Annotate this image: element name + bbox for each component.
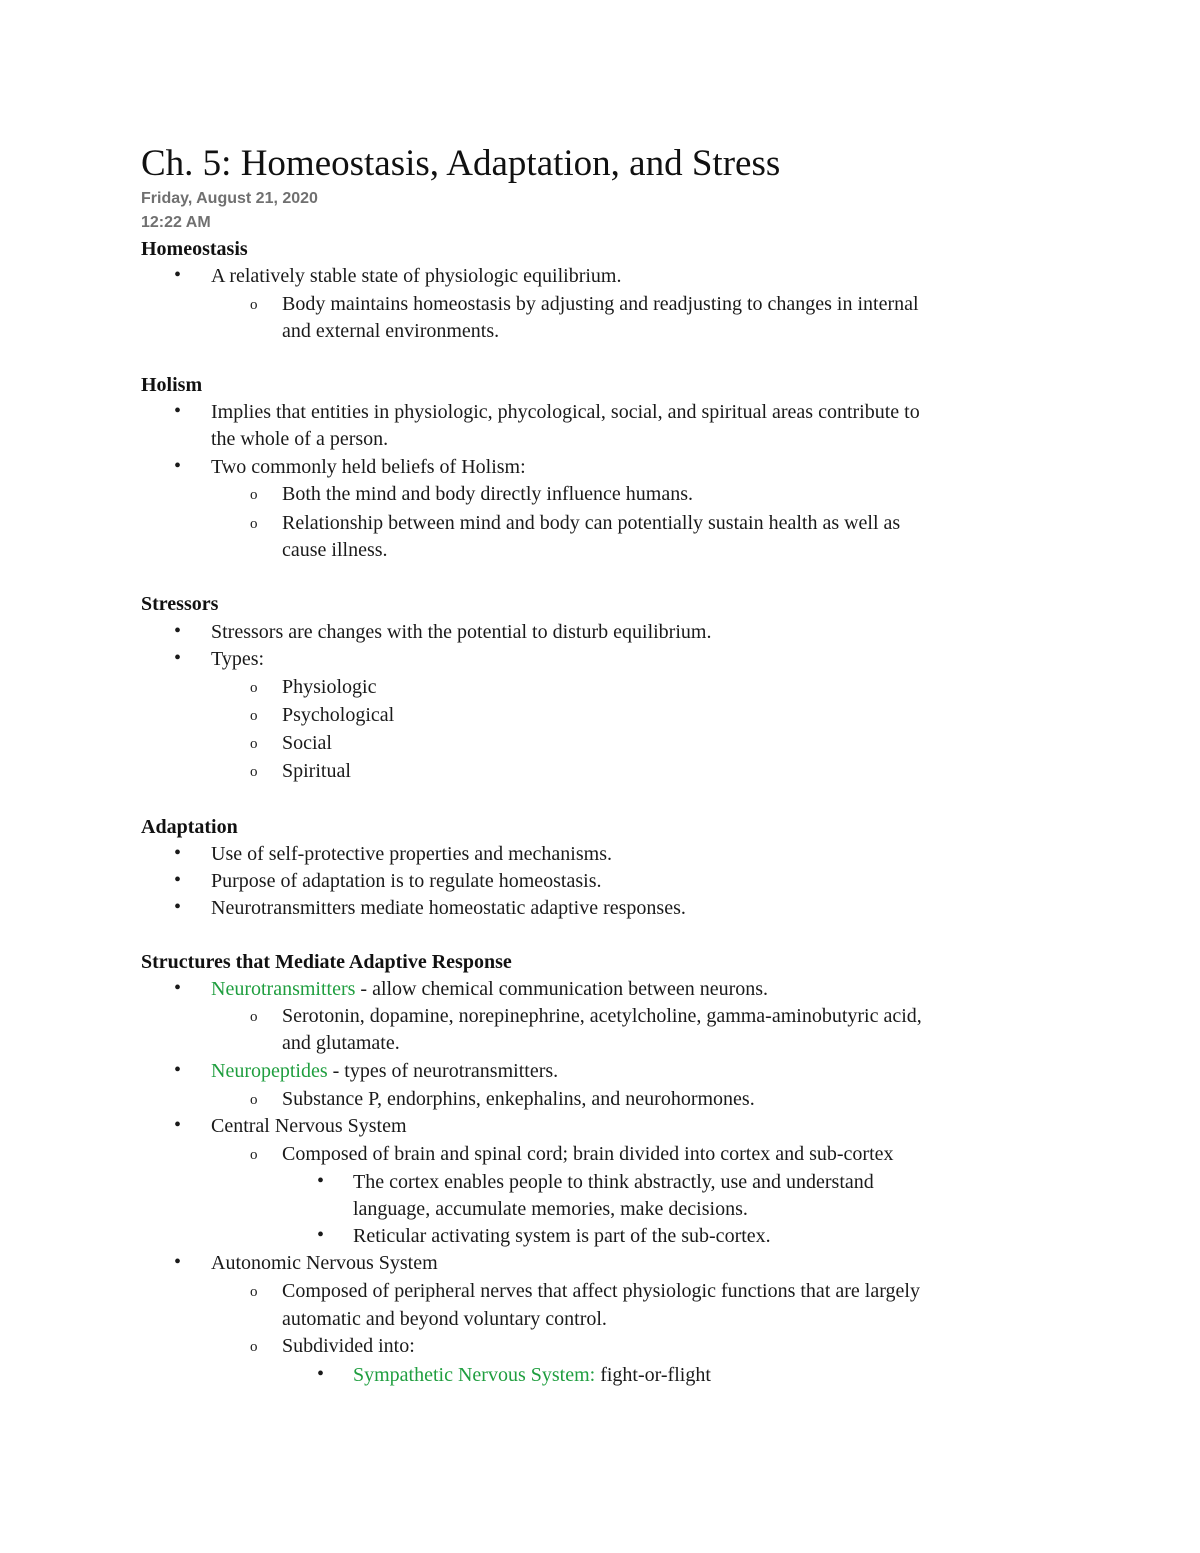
note-date: Friday, August 21, 2020 xyxy=(141,190,318,207)
heading-adaptation: Adaptation xyxy=(141,816,238,838)
list-item xyxy=(353,1362,711,1388)
list-item: Purpose of adaptation is to regulate homeostasis. xyxy=(211,870,602,892)
list-item-continuation: and glutamate. xyxy=(282,1032,400,1054)
bullet-icon: • xyxy=(174,455,182,477)
list-item: Relationship between mind and body can potentially sustain health as well as xyxy=(282,512,901,534)
bullet-icon: • xyxy=(174,869,182,891)
term-neurotransmitters: Neurotransmitters xyxy=(211,978,356,1000)
list-item: Use of self-protective properties and mechanisms. xyxy=(211,843,612,865)
bullet-icon: • xyxy=(174,1059,182,1081)
heading-stressors: Stressors xyxy=(141,593,219,615)
list-item: Subdivided into: xyxy=(282,1335,415,1357)
list-item: Neurotransmitters mediate homeostatic adaptive responses. xyxy=(211,897,686,919)
circle-bullet-icon: o xyxy=(250,516,258,532)
list-item: Two commonly held beliefs of Holism: xyxy=(211,456,526,478)
list-item: Implies that entities in physiologic, phycological, social, and spiritual areas contribute to xyxy=(211,401,920,423)
page-title: Ch. 5: Homeostasis, Adaptation, and Stress xyxy=(141,143,781,184)
circle-bullet-icon: o xyxy=(250,1092,258,1108)
circle-bullet-icon: o xyxy=(250,680,258,696)
bullet-icon: • xyxy=(174,264,182,286)
circle-bullet-icon: o xyxy=(250,708,258,724)
circle-bullet-icon: o xyxy=(250,764,258,780)
list-item: Types: xyxy=(211,648,265,670)
list-item-continuation: automatic and beyond voluntary control. xyxy=(282,1308,607,1330)
bullet-icon: • xyxy=(317,1170,325,1192)
bullet-icon: • xyxy=(174,620,182,642)
circle-bullet-icon: o xyxy=(250,297,258,313)
list-item: Both the mind and body directly influence humans. xyxy=(282,483,694,505)
heading-structures: Structures that Mediate Adaptive Response xyxy=(141,951,512,973)
bullet-icon: • xyxy=(174,842,182,864)
bullet-icon: • xyxy=(317,1363,325,1385)
bullet-icon: • xyxy=(174,977,182,999)
list-item: Body maintains homeostasis by adjusting and readjusting to changes in internal xyxy=(282,293,919,315)
term-neuropeptides: Neuropeptides xyxy=(211,1060,328,1082)
list-item-continuation: cause illness. xyxy=(282,539,388,561)
list-item: Composed of peripheral nerves that affect physiologic functions that are largely xyxy=(282,1280,920,1302)
list-item: The cortex enables people to think abstractly, use and understand xyxy=(353,1171,874,1193)
list-item-continuation: the whole of a person. xyxy=(211,428,389,450)
list-item-continuation: language, accumulate memories, make decisions. xyxy=(353,1198,748,1220)
bullet-icon: • xyxy=(174,1251,182,1273)
circle-bullet-icon: o xyxy=(250,1339,258,1355)
list-item-continuation: and external environments. xyxy=(282,320,500,342)
list-item: Stressors are changes with the potential to disturb equilibrium. xyxy=(211,621,712,643)
circle-bullet-icon: o xyxy=(250,1009,258,1025)
bullet-icon: • xyxy=(174,896,182,918)
list-item: Central Nervous System xyxy=(211,1115,407,1137)
list-item: Autonomic Nervous System xyxy=(211,1252,438,1274)
term-description: fight-or-flight xyxy=(595,1364,711,1386)
term-description: - allow chemical communication between neurons. xyxy=(355,978,769,1000)
list-item xyxy=(211,1058,558,1084)
list-item: Reticular activating system is part of the sub-cortex. xyxy=(353,1225,771,1247)
list-item: Social xyxy=(282,732,332,754)
bullet-icon: • xyxy=(174,400,182,422)
list-item: Serotonin, dopamine, norepinephrine, acetylcholine, gamma-aminobutyric acid, xyxy=(282,1005,922,1027)
circle-bullet-icon: o xyxy=(250,736,258,752)
list-item: Psychological xyxy=(282,704,395,726)
term-sympathetic-nervous-system: Sympathetic Nervous System: xyxy=(353,1364,596,1386)
circle-bullet-icon: o xyxy=(250,1284,258,1300)
heading-holism: Holism xyxy=(141,374,203,396)
circle-bullet-icon: o xyxy=(250,1147,258,1163)
bullet-icon: • xyxy=(174,1114,182,1136)
list-item xyxy=(211,976,768,1002)
list-item: Physiologic xyxy=(282,676,377,698)
list-item: A relatively stable state of physiologic equilibrium. xyxy=(211,265,622,287)
list-item: Spiritual xyxy=(282,760,351,782)
bullet-icon: • xyxy=(174,647,182,669)
bullet-icon: • xyxy=(317,1224,325,1246)
circle-bullet-icon: o xyxy=(250,487,258,503)
list-item: Substance P, endorphins, enkephalins, and neurohormones. xyxy=(282,1088,755,1110)
heading-homeostasis: Homeostasis xyxy=(141,238,248,260)
list-item: Composed of brain and spinal cord; brain divided into cortex and sub-cortex xyxy=(282,1143,894,1165)
term-description: - types of neurotransmitters. xyxy=(327,1060,559,1082)
note-time: 12:22 AM xyxy=(141,214,211,231)
